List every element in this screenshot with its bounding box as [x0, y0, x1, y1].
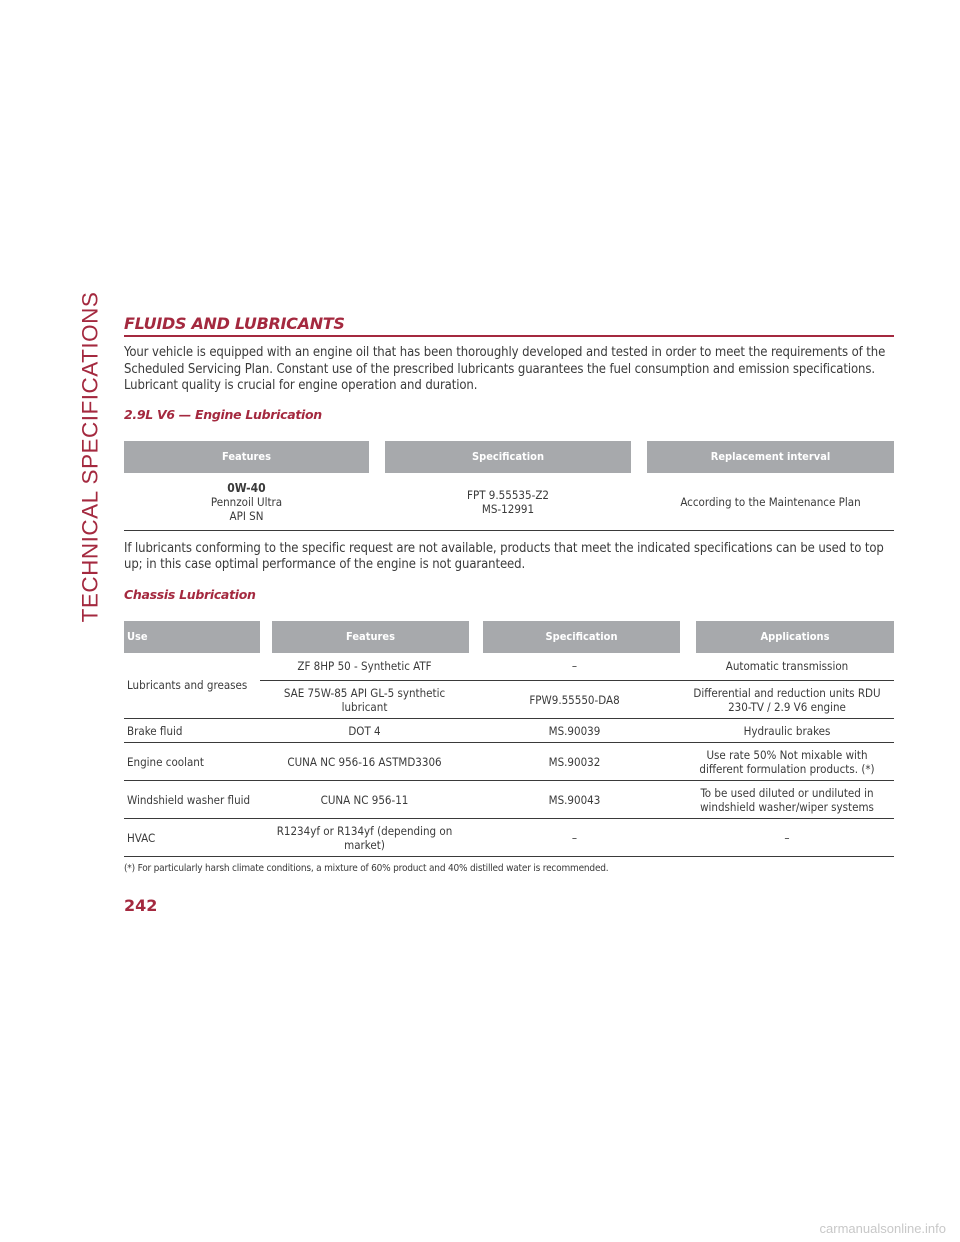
- feature-cell: CUNA NC 956-11: [260, 781, 469, 819]
- feature-cell: CUNA NC 956-16 ASTMD3306: [260, 743, 469, 781]
- page-content: [124, 314, 894, 874]
- table-row: [124, 653, 894, 681]
- oil-spec-1: FPT 9.55535-Z2: [467, 487, 549, 502]
- table-row: [124, 719, 894, 743]
- oil-spec-2: MS-12991: [481, 501, 535, 516]
- use-cell: Lubricants and greases: [124, 653, 260, 719]
- footnote: (*) For particularly harsh climate conditions, a mixture of 60% product and 40% distilled water is recommended.: [124, 863, 609, 874]
- chassis-lubrication-table: [124, 621, 894, 858]
- page-number: 242: [124, 896, 158, 915]
- side-tab-label: TECHNICAL SPECIFICATIONS: [77, 291, 103, 623]
- header-features: Features: [124, 441, 369, 473]
- oil-grade: 0W-40: [227, 480, 266, 495]
- engine-lubrication-table: [124, 441, 894, 531]
- header-specification: Specification: [385, 441, 631, 473]
- use-cell: HVAC: [124, 819, 260, 857]
- use-cell: Engine coolant: [124, 743, 260, 781]
- oil-api: API SN: [229, 508, 264, 523]
- oil-spec-cell: [385, 473, 631, 531]
- spec-cell: FPW9.55550-DA8: [469, 681, 680, 719]
- application-cell: Hydraulic brakes: [680, 719, 894, 743]
- intro-paragraph: Your vehicle is equipped with an engine oil that has been thoroughly developed and tested in order to meet the requirements of the Scheduled Servicing Plan. Constant use of the prescribed lubricants guarantees the fuel consumption and emission specifications. Lubricant quality is crucial for engine operation and duration.: [124, 345, 886, 393]
- feature-cell: DOT 4: [260, 719, 469, 743]
- watermark: carmanualsonline.info: [819, 1221, 946, 1236]
- oil-brand: Pennzoil Ultra: [210, 494, 283, 509]
- spec-cell: –: [469, 653, 680, 681]
- table-header-row: [124, 441, 894, 473]
- table-row: [124, 819, 894, 857]
- application-cell: To be used diluted or undiluted in windshield washer/wiper systems: [680, 781, 894, 819]
- header-features: Features: [272, 621, 469, 653]
- header-specification: Specification: [483, 621, 680, 653]
- spec-cell: MS.90032: [469, 743, 680, 781]
- application-cell: Use rate 50% Not mixable with different formulation products. (*): [680, 743, 894, 781]
- engine-lubrication-title: 2.9L V6 — Engine Lubrication: [124, 406, 322, 422]
- oil-interval-cell: According to the Maintenance Plan: [647, 473, 894, 531]
- chassis-lubrication-title: Chassis Lubrication: [124, 586, 256, 602]
- application-cell: Differential and reduction units RDU 230-TV / 2.9 V6 engine: [680, 681, 894, 719]
- section-title: FLUIDS AND LUBRICANTS: [124, 314, 894, 337]
- application-cell: –: [680, 819, 894, 857]
- oil-features-cell: [124, 473, 369, 531]
- section-side-tab: [76, 291, 104, 623]
- use-cell: Windshield washer fluid: [124, 781, 260, 819]
- header-applications: Applications: [696, 621, 894, 653]
- table-row: [124, 781, 894, 819]
- spec-cell: MS.90043: [469, 781, 680, 819]
- table-row: [124, 743, 894, 781]
- header-replacement-interval: Replacement interval: [647, 441, 894, 473]
- application-cell: Automatic transmission: [680, 653, 894, 681]
- header-use: Use: [124, 621, 260, 653]
- table-header-row: [124, 621, 894, 653]
- lubricant-note: If lubricants conforming to the specific request are not available, products that meet the indicated specifications can be used to top up; in this case optimal performance of the engine is not guaranteed.: [124, 540, 884, 572]
- spec-cell: MS.90039: [469, 719, 680, 743]
- feature-cell: R1234yf or R134yf (depending on market): [260, 819, 469, 857]
- spec-cell: –: [469, 819, 680, 857]
- feature-cell: ZF 8HP 50 - Synthetic ATF: [260, 653, 469, 681]
- feature-cell: SAE 75W-85 API GL-5 synthetic lubricant: [260, 681, 469, 719]
- table-row: [124, 473, 894, 531]
- use-cell: Brake fluid: [124, 719, 260, 743]
